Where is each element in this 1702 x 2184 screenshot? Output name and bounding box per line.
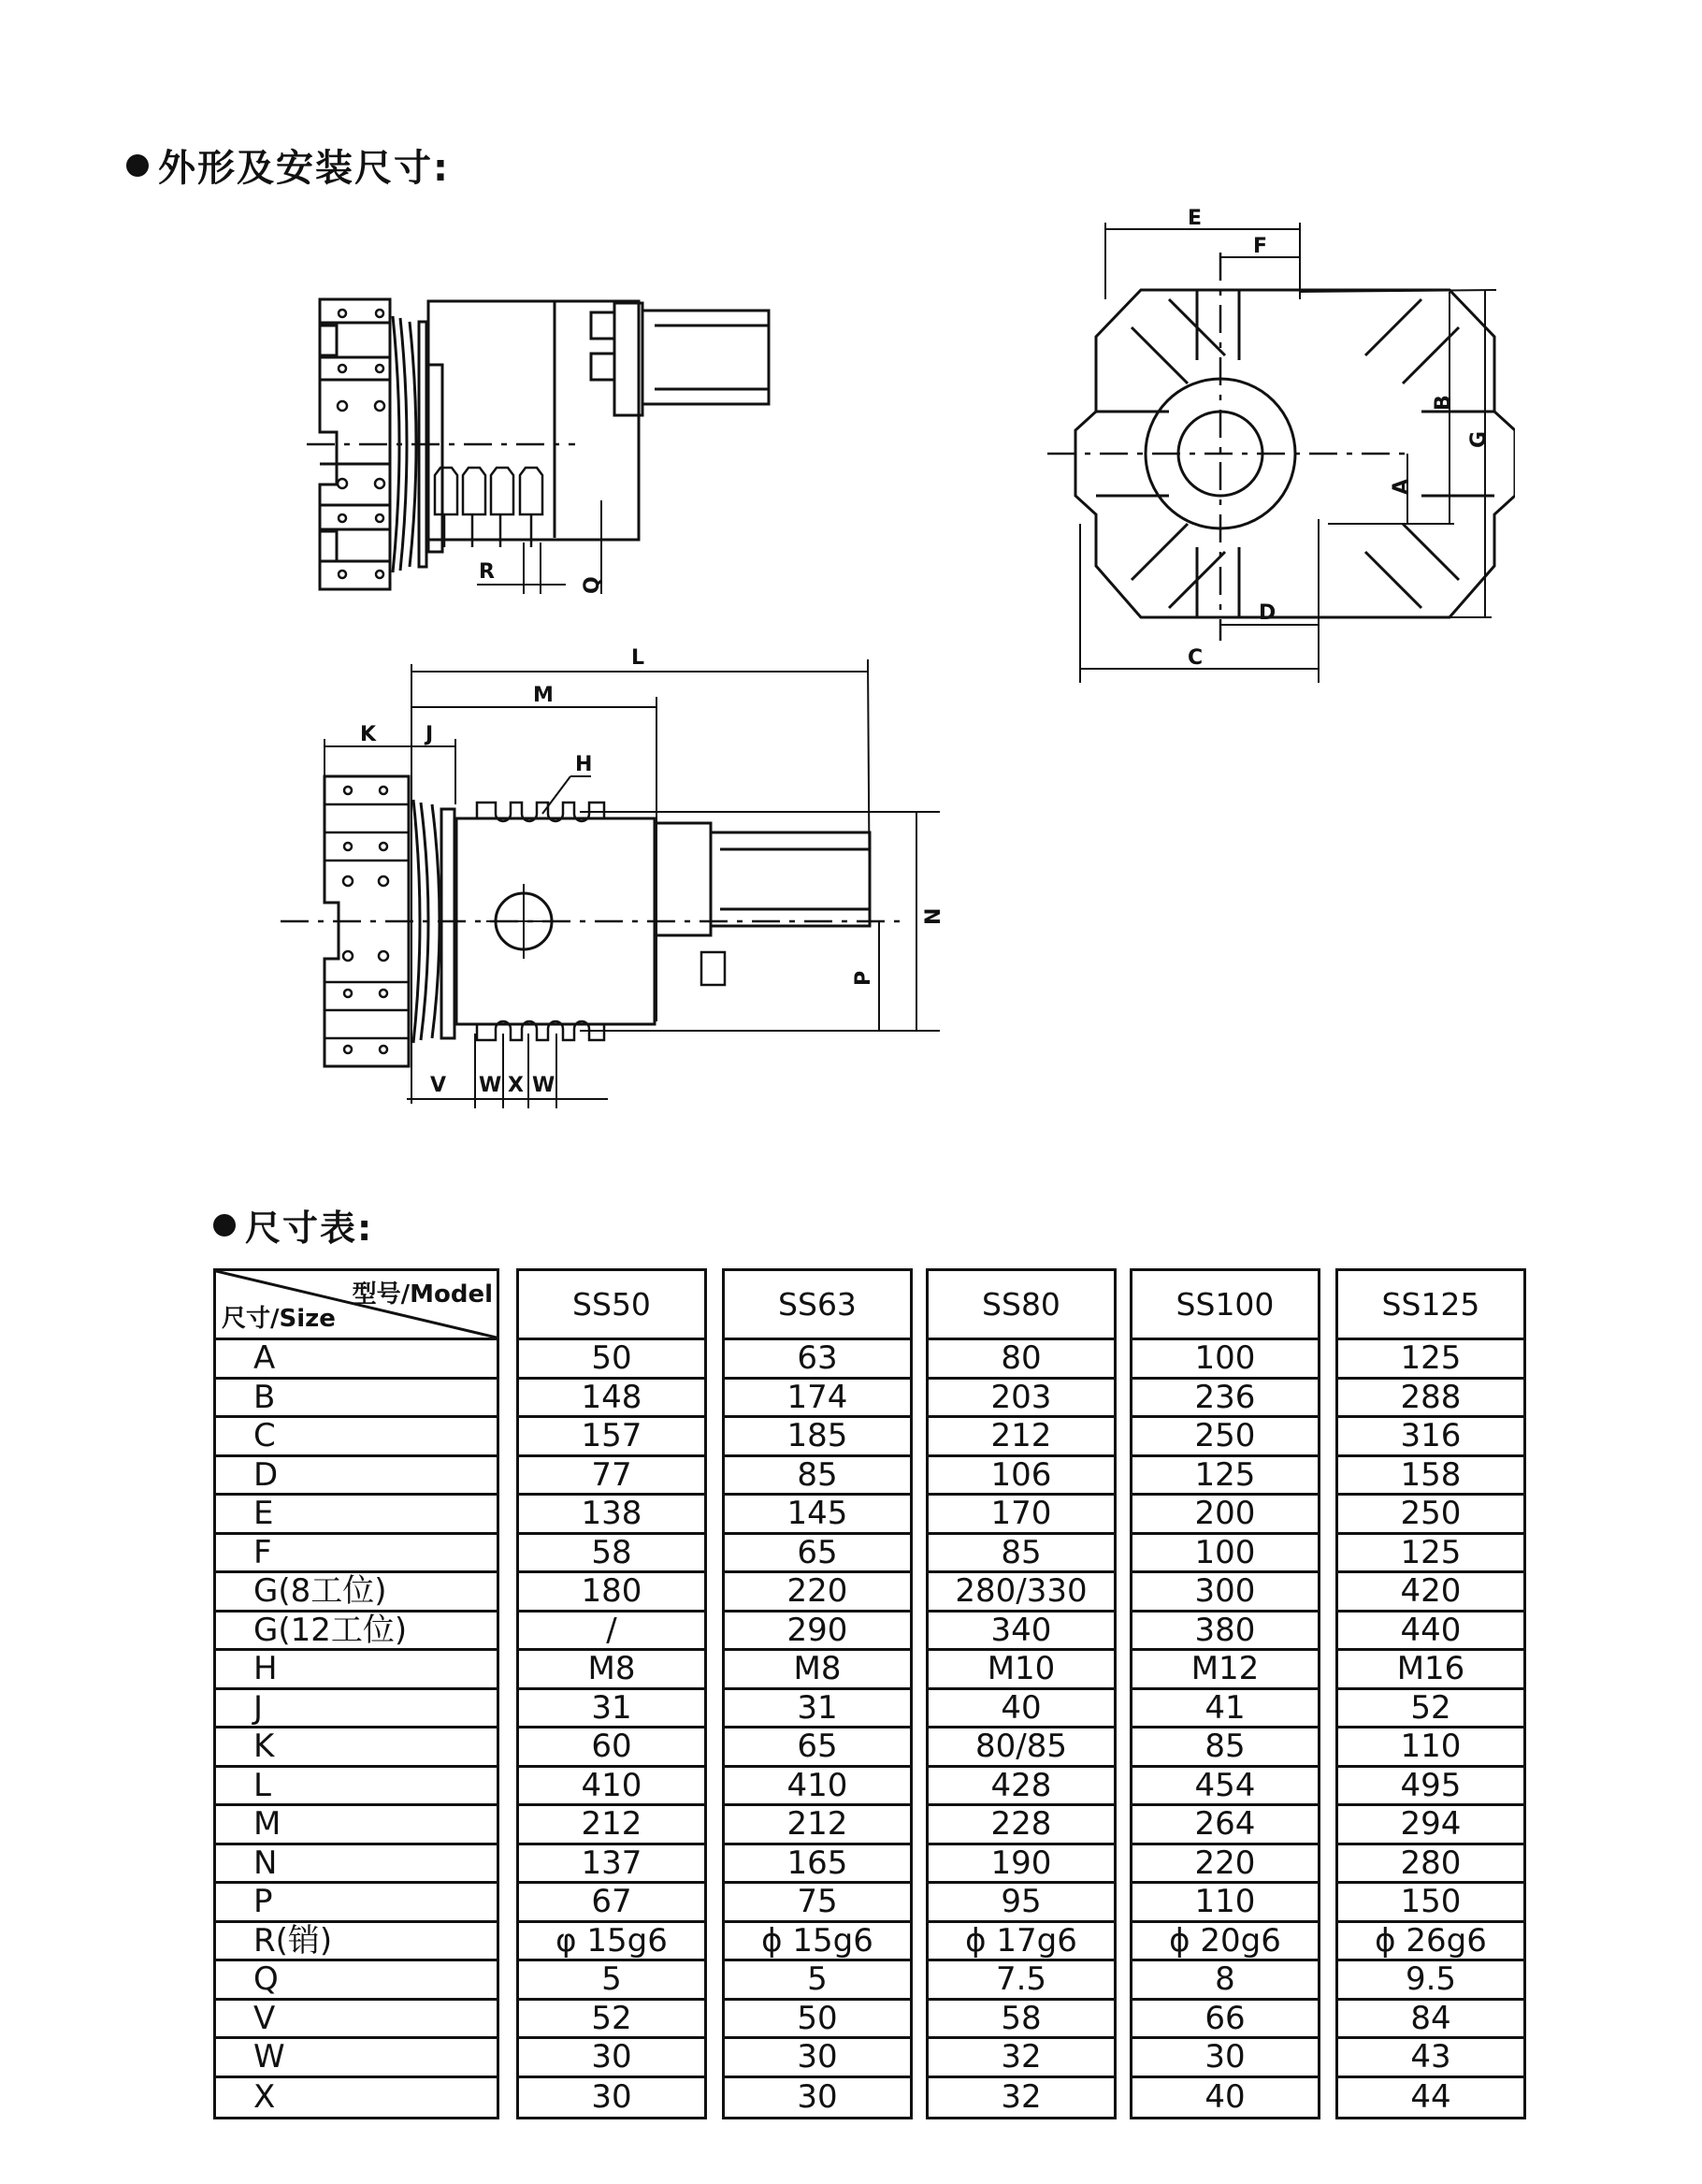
row-label: H (216, 1651, 497, 1690)
table-label-column (213, 1268, 499, 2119)
table-cell: ϕ 20g6 (1132, 1923, 1318, 1962)
table-cell: 32 (1001, 2078, 1042, 2117)
table-cell: 80 (929, 1340, 1114, 1380)
row-label: G(12工位) (216, 1613, 497, 1652)
svg-text:V: V (430, 1074, 447, 1097)
table-cell: 30 (1132, 2039, 1318, 2078)
row-label: Q (216, 1961, 497, 2001)
table-section-heading (213, 1199, 373, 1251)
row-label: C (216, 1418, 497, 1457)
table-model-column (722, 1268, 913, 2119)
row-label: A (216, 1340, 497, 1380)
table-cell: 32 (929, 2039, 1114, 2078)
table-cell: 294 (1338, 1806, 1523, 1845)
table-cell: 250 (1338, 1496, 1523, 1535)
table-cell: 65 (725, 1728, 910, 1768)
svg-text:N: N (922, 907, 945, 925)
table-cell: 280 (1338, 1845, 1523, 1885)
table-cell: 380 (1132, 1613, 1318, 1652)
outline-section-heading (126, 138, 450, 192)
model-header: SS50 (519, 1271, 704, 1340)
table-model-column (926, 1268, 1117, 2119)
table-cell: 5 (725, 1961, 910, 2001)
table-cell: ϕ 26g6 (1338, 1923, 1523, 1962)
table-cell: 228 (929, 1806, 1114, 1845)
table-cell: 180 (519, 1573, 704, 1613)
table-cell: 288 (1338, 1380, 1523, 1419)
svg-text:D: D (1259, 601, 1276, 625)
svg-text:A: A (1390, 478, 1413, 495)
row-label: E (216, 1496, 497, 1535)
table-cell: 41 (1132, 1690, 1318, 1729)
table-cell: 300 (1132, 1573, 1318, 1613)
table-cell: ϕ 17g6 (929, 1923, 1114, 1962)
table-cell: 410 (725, 1768, 910, 1807)
svg-text:L: L (631, 646, 645, 670)
row-label: M (216, 1806, 497, 1845)
table-cell: 44 (1410, 2078, 1451, 2117)
table-cell: 440 (1338, 1613, 1523, 1652)
table-cell: 236 (1132, 1380, 1318, 1419)
table-cell: 220 (1132, 1845, 1318, 1885)
table-cell: / (519, 1613, 704, 1652)
table-cell: 280/330 (929, 1573, 1114, 1613)
row-label: D (216, 1457, 497, 1497)
table-cell: 65 (725, 1535, 910, 1574)
table-cell: 80/85 (929, 1728, 1114, 1768)
svg-text:W: W (479, 1074, 502, 1097)
table-cell: 95 (929, 1884, 1114, 1923)
table-cell: 58 (519, 1535, 704, 1574)
svg-text:R: R (479, 560, 495, 584)
model-header: SS125 (1338, 1271, 1523, 1340)
table-cell: M10 (929, 1651, 1114, 1690)
table-cell: 52 (519, 2001, 704, 2040)
table-model-column (516, 1268, 707, 2119)
table-cell: 63 (725, 1340, 910, 1380)
table-cell: M8 (725, 1651, 910, 1690)
bottom-side-view-drawing (271, 636, 963, 1122)
table-model-column (1130, 1268, 1320, 2119)
table-cell: 66 (1132, 2001, 1318, 2040)
table-cell: 106 (929, 1457, 1114, 1497)
table-cell: 50 (519, 1340, 704, 1380)
row-label: X (253, 2078, 276, 2117)
table-cell: 84 (1338, 2001, 1523, 2040)
table-cell: 420 (1338, 1573, 1523, 1613)
top-side-view-drawing (299, 281, 916, 608)
table-cell: M8 (519, 1651, 704, 1690)
table-cell: 30 (725, 2039, 910, 2078)
svg-text:F: F (1253, 235, 1268, 258)
table-cell: 40 (929, 1690, 1114, 1729)
table-cell: 30 (591, 2078, 632, 2117)
table-corner-header (216, 1271, 497, 1340)
table-cell: 200 (1132, 1496, 1318, 1535)
table-cell: 52 (1338, 1690, 1523, 1729)
outline-section-title: 外形及安装尺寸: (158, 147, 450, 190)
svg-text:B: B (1432, 395, 1455, 411)
table-cell: φ 15g6 (519, 1923, 704, 1962)
row-label: P (216, 1884, 497, 1923)
table-cell: 77 (519, 1457, 704, 1497)
table-cell: M12 (1132, 1651, 1318, 1690)
svg-text:H: H (575, 753, 593, 776)
table-cell: 7.5 (929, 1961, 1114, 2001)
table-cell: 190 (929, 1845, 1114, 1885)
table-cell: 495 (1338, 1768, 1523, 1807)
table-cell: 67 (519, 1884, 704, 1923)
table-cell: 220 (725, 1573, 910, 1613)
size-header-label: 尺寸/Size (222, 1305, 336, 1333)
table-cell: 250 (1132, 1418, 1318, 1457)
table-cell: 30 (797, 2078, 838, 2117)
table-cell: 145 (725, 1496, 910, 1535)
table-section-title: 尺寸表: (245, 1208, 374, 1249)
row-label: F (216, 1535, 497, 1574)
model-header-label: 型号/Model (352, 1280, 493, 1309)
table-cell: 43 (1338, 2039, 1523, 2078)
table-cell: 8 (1132, 1961, 1318, 2001)
table-cell: 110 (1132, 1884, 1318, 1923)
row-label: G(8工位) (216, 1573, 497, 1613)
svg-text:J: J (426, 723, 434, 746)
table-cell: 316 (1338, 1418, 1523, 1457)
svg-text:M: M (533, 684, 554, 707)
model-header: SS80 (929, 1271, 1114, 1340)
table-cell: 212 (929, 1418, 1114, 1457)
svg-text:P: P (852, 970, 875, 986)
row-label: W (216, 2039, 497, 2078)
row-label: J (216, 1690, 497, 1729)
table-cell: 85 (929, 1535, 1114, 1574)
table-model-column (1335, 1268, 1526, 2119)
table-cell: 428 (929, 1768, 1114, 1807)
table-cell: 100 (1132, 1535, 1318, 1574)
row-label: V (216, 2001, 497, 2040)
svg-text:G: G (1467, 430, 1491, 448)
row-label: R(销) (216, 1923, 497, 1962)
table-cell: 340 (929, 1613, 1114, 1652)
table-cell: 150 (1338, 1884, 1523, 1923)
table-cell: 85 (1132, 1728, 1318, 1768)
table-cell: 170 (929, 1496, 1114, 1535)
table-cell: 100 (1132, 1340, 1318, 1380)
table-cell: 30 (519, 2039, 704, 2078)
bullet-icon (213, 1214, 236, 1237)
table-cell: 31 (519, 1690, 704, 1729)
row-label: N (216, 1845, 497, 1885)
table-cell: 58 (929, 2001, 1114, 2040)
table-cell: 31 (725, 1690, 910, 1729)
table-cell: 148 (519, 1380, 704, 1419)
row-label: K (216, 1728, 497, 1768)
svg-text:K: K (360, 723, 377, 746)
table-cell: ϕ 15g6 (725, 1923, 910, 1962)
table-cell: 212 (725, 1806, 910, 1845)
table-cell: 110 (1338, 1728, 1523, 1768)
table-cell: 185 (725, 1418, 910, 1457)
end-view-drawing (1047, 196, 1515, 692)
table-cell: 137 (519, 1845, 704, 1885)
table-cell: 138 (519, 1496, 704, 1535)
table-cell: 85 (725, 1457, 910, 1497)
model-header: SS63 (725, 1271, 910, 1340)
row-label: B (216, 1380, 497, 1419)
table-cell: 203 (929, 1380, 1114, 1419)
table-cell: 125 (1338, 1535, 1523, 1574)
table-cell: M16 (1338, 1651, 1523, 1690)
table-cell: 165 (725, 1845, 910, 1885)
svg-text:C: C (1188, 646, 1204, 670)
table-cell: 75 (725, 1884, 910, 1923)
table-cell: 50 (725, 2001, 910, 2040)
table-cell: 174 (725, 1380, 910, 1419)
table-cell: 290 (725, 1613, 910, 1652)
model-header: SS100 (1132, 1271, 1318, 1340)
table-cell: 125 (1338, 1340, 1523, 1380)
row-label: L (216, 1768, 497, 1807)
table-cell: 212 (519, 1806, 704, 1845)
bullet-icon (126, 154, 149, 177)
table-cell: 60 (519, 1728, 704, 1768)
svg-text:E: E (1188, 207, 1203, 230)
table-cell: 264 (1132, 1806, 1318, 1845)
svg-text:W: W (532, 1074, 555, 1097)
table-cell: 5 (519, 1961, 704, 2001)
table-cell: 454 (1132, 1768, 1318, 1807)
svg-text:Q: Q (581, 576, 604, 594)
svg-text:X: X (508, 1074, 524, 1097)
table-cell: 158 (1338, 1457, 1523, 1497)
table-cell: 40 (1204, 2078, 1246, 2117)
table-cell: 125 (1132, 1457, 1318, 1497)
table-cell: 410 (519, 1768, 704, 1807)
table-cell: 9.5 (1338, 1961, 1523, 2001)
table-cell: 157 (519, 1418, 704, 1457)
